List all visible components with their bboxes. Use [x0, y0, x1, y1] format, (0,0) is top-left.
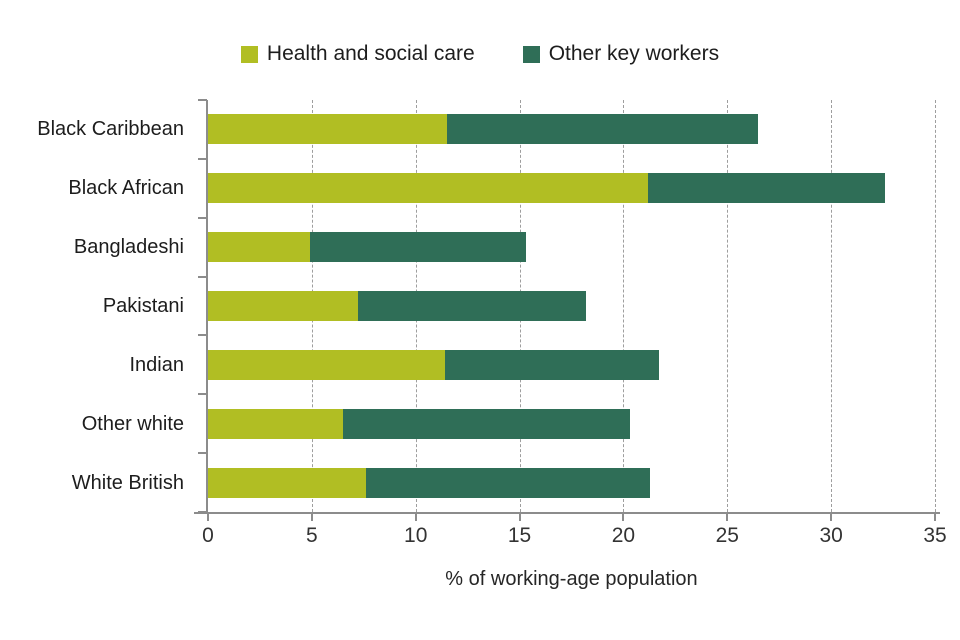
category-label-black-caribbean: Black Caribbean	[37, 118, 184, 141]
bar-row-white-british	[208, 468, 650, 498]
x-tick-label-5: 5	[306, 524, 318, 547]
bar-segment-other-key-workers	[358, 291, 586, 321]
bar-row-indian	[208, 350, 659, 380]
bar-segment-other-key-workers	[445, 350, 659, 380]
legend-swatch-health-icon	[241, 46, 258, 63]
category-label-bangladeshi: Bangladeshi	[73, 236, 184, 259]
bar-segment-health-and-social-care	[208, 173, 648, 203]
bar-row-other-white	[208, 409, 630, 439]
y-axis-tick	[198, 217, 207, 219]
bar-row-black-caribbean	[208, 114, 758, 144]
gridline-35	[935, 100, 936, 512]
x-axis-tick-5	[311, 514, 313, 521]
category-label-indian: Indian	[129, 353, 184, 376]
bar-segment-health-and-social-care	[208, 350, 445, 380]
x-axis-tick-25	[726, 514, 728, 521]
legend-label-other: Other key workers	[548, 42, 720, 65]
x-tick-label-15: 15	[507, 524, 532, 547]
bar-row-black-african	[208, 173, 885, 203]
bar-segment-other-key-workers	[343, 409, 630, 439]
x-tick-label-25: 25	[715, 524, 739, 547]
x-tick-label-30: 30	[819, 524, 843, 547]
category-label-other-white: Other white	[81, 412, 184, 435]
x-axis-tick-20	[622, 514, 624, 521]
y-axis-tick	[198, 511, 207, 513]
gridline-25	[727, 100, 728, 512]
x-axis-tick-0	[207, 514, 209, 521]
bar-segment-health-and-social-care	[208, 114, 447, 144]
gridline-30	[831, 100, 832, 512]
legend-swatch-other-icon	[523, 46, 540, 63]
y-axis-tick	[198, 158, 207, 160]
x-tick-labels	[202, 524, 947, 550]
bar-segment-other-key-workers	[648, 173, 885, 203]
bar-row-bangladeshi	[208, 232, 526, 262]
bar-segment-health-and-social-care	[208, 291, 358, 321]
x-tick-label-20: 20	[611, 524, 636, 547]
x-axis-line	[194, 512, 940, 514]
x-axis-title: % of working-age population	[445, 568, 698, 590]
y-axis-tick	[198, 99, 207, 101]
x-tick-label-35: 35	[923, 524, 947, 547]
y-axis-tick	[198, 276, 207, 278]
bar-segment-other-key-workers	[310, 232, 526, 262]
category-label-pakistani: Pakistani	[102, 295, 184, 317]
category-label-white-british: White British	[71, 471, 184, 494]
x-axis-tick-30	[830, 514, 832, 521]
legend-item-other-key-workers	[523, 42, 719, 66]
legend-item-health-and-social-care	[241, 42, 475, 66]
legend	[0, 42, 960, 66]
y-axis-tick	[198, 452, 207, 454]
bar-segment-health-and-social-care	[208, 232, 310, 262]
x-tick-label-0: 0	[202, 524, 214, 547]
legend-label-health: Health and social care	[266, 42, 475, 65]
x-axis-tick-10	[415, 514, 417, 521]
x-axis-tick-15	[519, 514, 521, 521]
plot-area	[208, 100, 935, 512]
bar-segment-other-key-workers	[366, 468, 651, 498]
bar-row-pakistani	[208, 291, 586, 321]
gridline-20	[623, 100, 624, 512]
y-axis-tick	[198, 393, 207, 395]
bar-segment-health-and-social-care	[208, 468, 366, 498]
x-tick-label-10: 10	[404, 524, 428, 547]
category-label-black-african: Black African	[68, 177, 184, 200]
category-axis-labels	[0, 100, 196, 512]
bar-segment-other-key-workers	[447, 114, 759, 144]
y-axis-tick	[198, 334, 207, 336]
x-axis-tick-35	[934, 514, 936, 521]
bar-segment-health-and-social-care	[208, 409, 343, 439]
